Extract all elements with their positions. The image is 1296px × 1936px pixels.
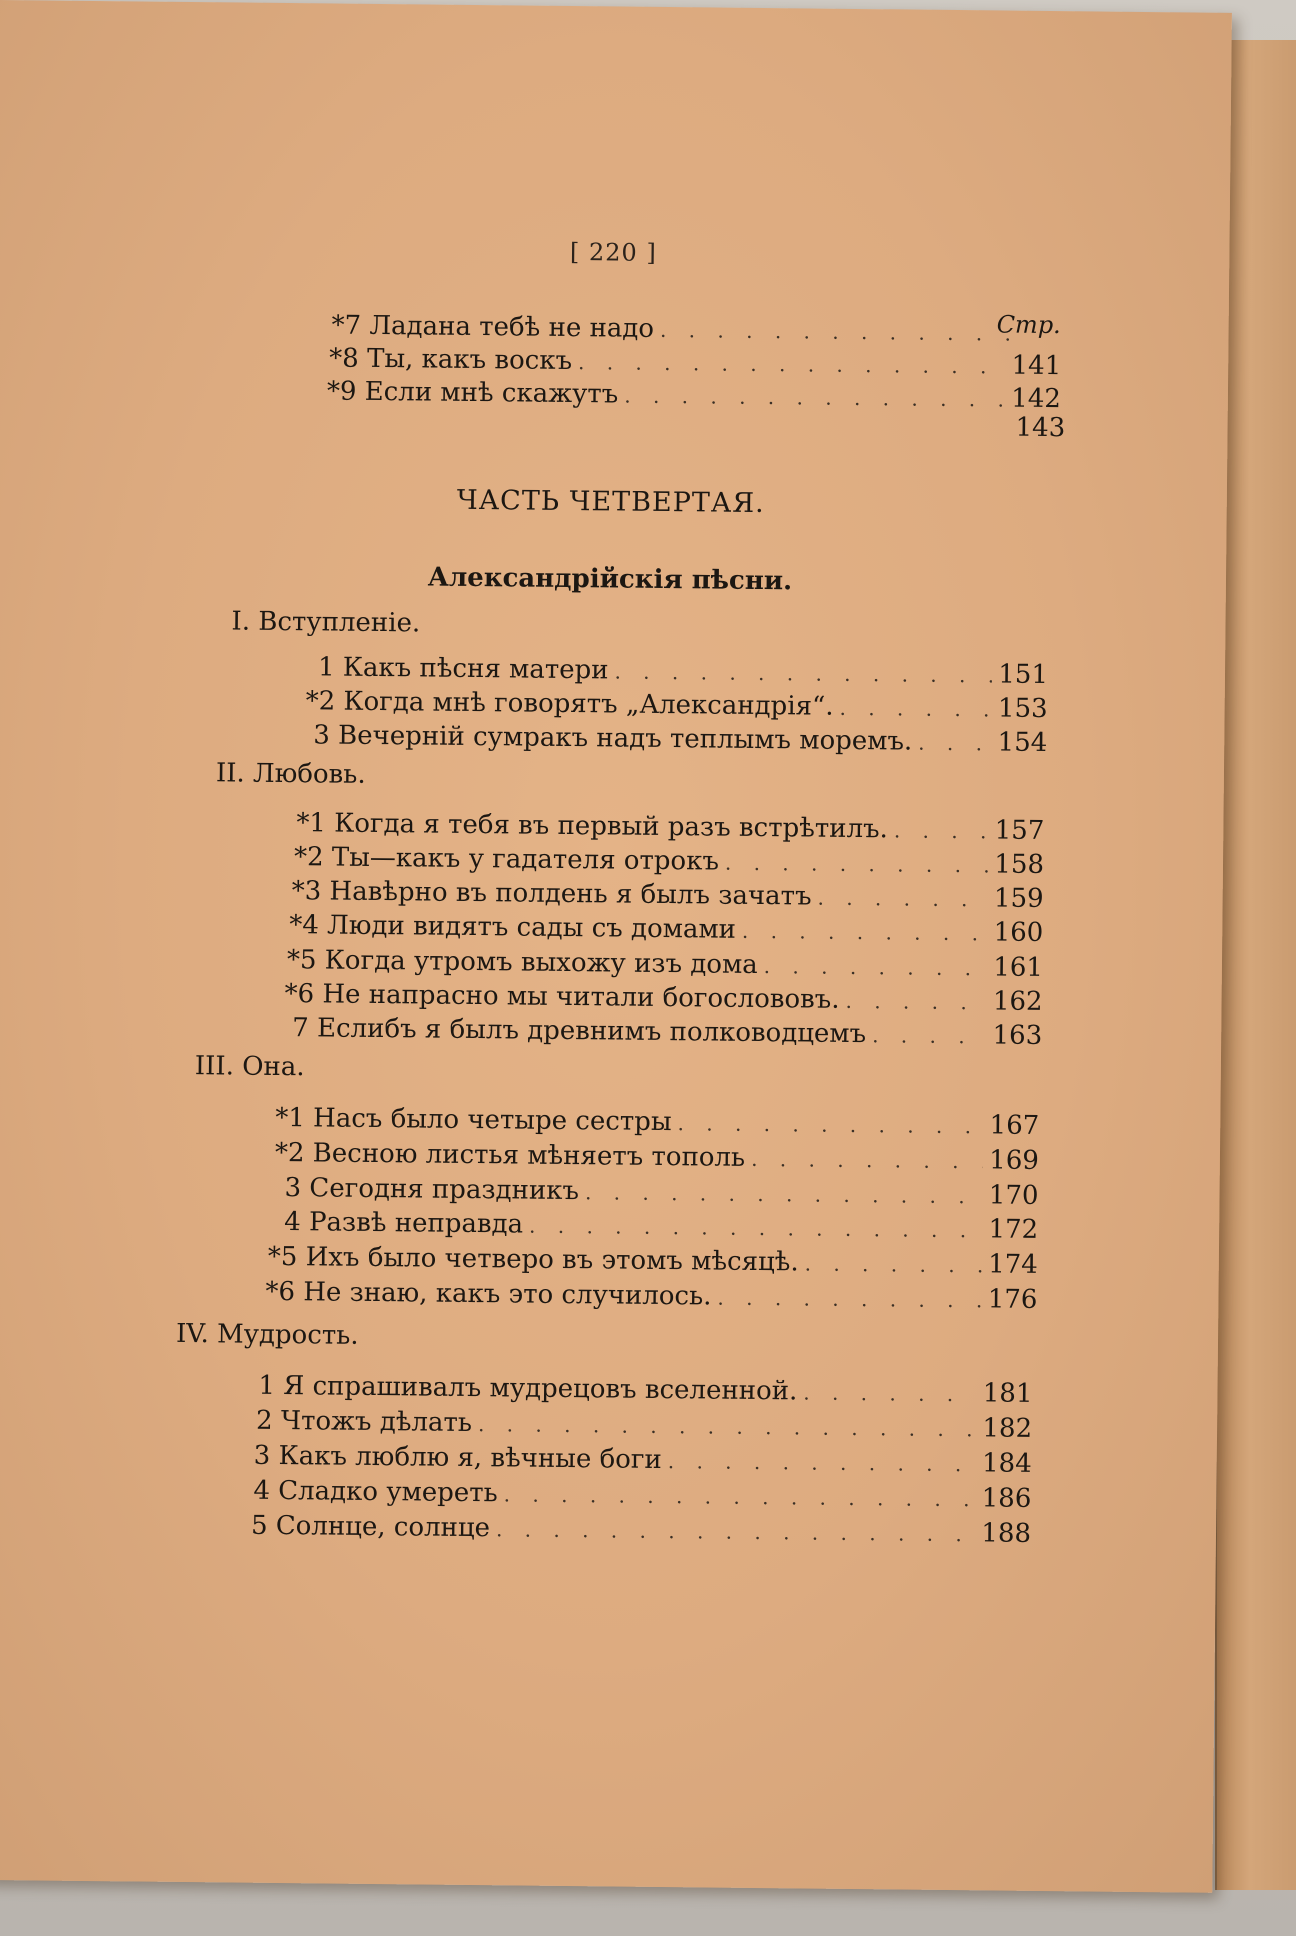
page-number: [ 220 ] [569,237,657,267]
entry-title: 3 Какъ люблю я, вѣчные боги [253,1440,662,1476]
entry-title: *9 Если мнѣ скажутъ [326,376,619,410]
subsection-heading: I. Вступленіе. [231,606,421,639]
entry-page: 151 [998,659,1049,691]
entry-title: 1 Какъ пѣсня матери [317,652,609,686]
leader-dots [677,1106,983,1143]
entry-page: 160 [993,917,1044,948]
entry-title: 3 Сегодня праздникъ [284,1173,580,1207]
subsection-heading: III. Она. [194,1051,305,1083]
entry-page: 182 [982,1413,1033,1444]
entry-title: 5 Солнце, солнце [250,1510,491,1544]
toc-entry [251,1509,1031,1551]
entry-title: *2 Ты—какъ у гадателя отрокъ [293,842,720,877]
entry-title: *6 Не напрасно мы читали богослововъ. [284,979,840,1015]
entry-page: 141 [1011,350,1062,382]
entry-page: 153 [997,693,1048,725]
entry-page: 172 [988,1214,1039,1245]
entry-page: 188 [981,1518,1032,1549]
entry-page: 161 [993,952,1044,983]
subsection-heading: II. Любовь. [215,758,366,790]
entry-title: *6 Не знаю, какъ это случилось. [265,1276,712,1312]
toc-entry [327,374,1061,416]
leader-dots [872,1018,987,1053]
entry-title: *3 Навѣрно въ полдень я былъ зачатъ [291,876,812,912]
leader-dots [668,1444,977,1481]
part-title: ЧАСТЬ ЧЕТВЕРТАЯ. [456,484,765,520]
entry-page: 169 [989,1145,1040,1176]
leader-dots [742,914,988,951]
leader-dots [585,1175,983,1213]
entry-title: *5 Ихъ было четверо въ этомъ мѣсяцѣ. [267,1241,799,1278]
entry-title: 7 Еслибъ я былъ древнимъ полководцемъ [292,1013,867,1050]
entry-title: 4 Развѣ неправда [284,1207,524,1240]
leader-dots [805,1246,983,1282]
leader-dots [496,1512,976,1551]
entry-page: 142 [1011,383,1062,415]
entry-page: 181 [982,1378,1033,1409]
leader-dots [529,1209,983,1248]
entry-title: *4 Люди видятъ сады съ домами [289,910,737,945]
entry-title: *7 Ладана тебѣ не надо [331,310,655,344]
leader-dots [717,1281,982,1318]
leader-dots [725,846,989,883]
entry-title: *1 Когда я тебя въ первый разъ встрѣтилъ. [296,808,889,845]
entry-title: *2 Весною листья мѣняетъ тополь [274,1137,746,1173]
leader-dots [504,1477,976,1516]
entry-page: 162 [992,986,1043,1017]
entry-page: 154 [997,727,1048,759]
entry-page: 176 [987,1284,1038,1315]
toc-entry [313,718,1047,760]
toc-entry [292,1011,1042,1053]
entry-page: 184 [981,1448,1032,1479]
leader-dots [751,1142,983,1178]
leader-dots [624,379,1005,417]
entry-page: 143 [1015,412,1066,444]
entry-page: 170 [988,1180,1039,1211]
page-column-label: Стр. [996,310,1061,340]
leader-dots [817,881,988,917]
leader-dots [894,813,989,848]
entry-page: 159 [993,883,1044,914]
entry-page: 158 [994,849,1045,880]
entry-page: 174 [988,1249,1038,1280]
leader-dots [478,1407,977,1446]
entry-title: 4 Сладко умереть [253,1475,498,1509]
leader-dots [845,984,987,1019]
leader-dots [839,691,992,727]
entry-title: 3 Вечерній сумракъ надъ теплымъ моремъ. [313,720,913,757]
section-title: Александрійскія пѣсни. [427,562,793,597]
leader-dots [803,1375,977,1411]
entry-title: *8 Ты, какъ воскъ [329,343,573,377]
entry-page: 186 [981,1483,1032,1514]
entry-page: 157 [994,815,1045,846]
toc-entry [265,1275,1037,1317]
leader-dots [614,654,992,692]
leader-dots [764,949,988,985]
entry-title: 1 Я спрашивалъ мудрецовъ вселенной. [258,1370,798,1407]
leader-dots [918,726,992,761]
entry-page: 163 [992,1020,1043,1051]
subsection-heading: IV. Мудрость. [175,1318,359,1351]
entry-page: 167 [989,1110,1040,1141]
entry-title: *5 Когда утромъ выхожу изъ дома [286,945,758,980]
entry-title: *2 Когда мнѣ говорятъ „Александрія“. [305,686,834,722]
entry-title: 2 Чтожъ дѣлать [255,1405,473,1439]
entry-title: *1 Насъ было четыре сестры [275,1102,672,1138]
